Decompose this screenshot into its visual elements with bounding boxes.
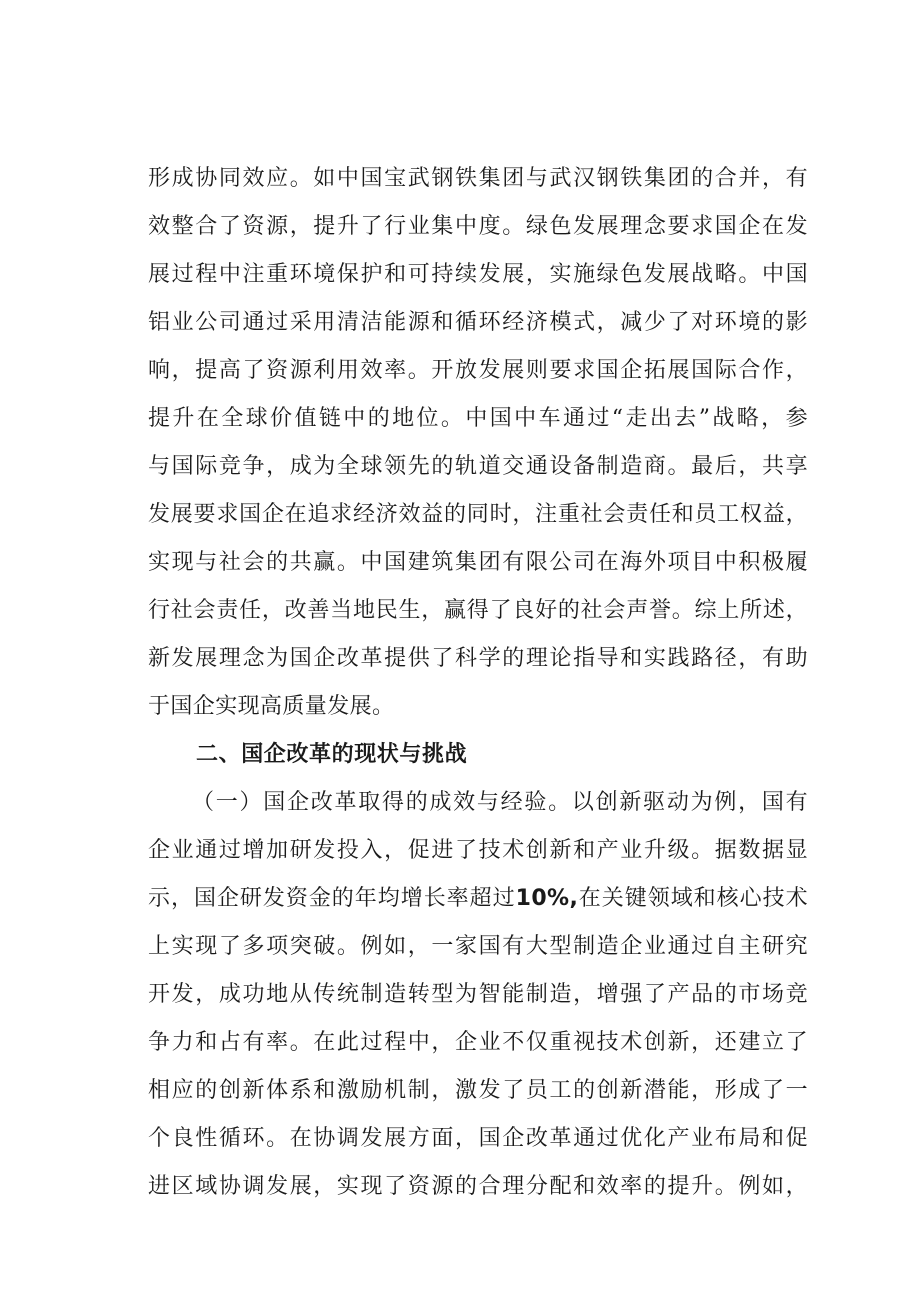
text-line: 行社会责任，改善当地民生，赢得了良好的社会声誉。综上所述， — [148, 598, 808, 623]
text-line: 争力和占有率。在此过程中，企业不仅重视技术创新，还建立了 — [148, 1030, 808, 1055]
text-line: 发展要求国企在追求经济效益的同时，注重社会责任和员工权益， — [148, 502, 808, 527]
text-line: 进区域协调发展，实现了资源的合理分配和效率的提升。例如， — [148, 1174, 808, 1199]
text-line: 于国企实现高质量发展。 — [148, 694, 395, 719]
text-line: 形成协同效应。如中国宝武钢铁集团与武汉钢铁集团的合并，有 — [148, 166, 808, 191]
text-line-with-figure — [148, 875, 808, 923]
text-line: 上实现了多项突破。例如，一家国有大型制造企业通过自主研究 — [148, 934, 808, 959]
text-line: （一）国企改革取得的成效与经验。以创新驱动为例，国有 — [192, 790, 808, 815]
text-line: 效整合了资源，提升了行业集中度。绿色发展理念要求国企在发 — [148, 214, 808, 239]
section-heading: 二、国企改革的现状与挑战 — [196, 742, 468, 767]
text-line: 开发，成功地从传统制造转型为智能制造，增强了产品的市场竞 — [148, 982, 808, 1007]
paragraph-2 — [148, 779, 808, 1211]
paragraph-1 — [148, 155, 808, 731]
text-segment: 在关键领域和核心技术 — [578, 886, 808, 911]
body-text — [148, 155, 808, 1211]
text-line: 实现与社会的共赢。中国建筑集团有限公司在海外项目中积极履 — [148, 550, 808, 575]
text-line: 与国际竞争，成为全球领先的轨道交通设备制造商。最后，共享 — [148, 454, 808, 479]
growth-rate-figure: 10%, — [515, 886, 579, 911]
text-line: 相应的创新体系和激励机制，激发了员工的创新潜能，形成了一 — [148, 1078, 808, 1103]
text-line: 提升在全球价值链中的地位。中国中车通过“走出去”战略，参 — [148, 406, 808, 431]
text-line: 企业通过增加研发投入，促进了技术创新和产业升级。据数据显 — [148, 838, 808, 863]
text-line: 个良性循环。在协调发展方面，国企改革通过优化产业布局和促 — [148, 1126, 808, 1151]
text-line: 响，提高了资源利用效率。开放发展则要求国企拓展国际合作， — [148, 358, 808, 383]
text-segment: 示，国企研发资金的年均增长率超过 — [148, 886, 516, 911]
text-line: 展过程中注重环境保护和可持续发展，实施绿色发展战略。中国 — [148, 262, 808, 287]
text-line: 新发展理念为国企改革提供了科学的理论指导和实践路径，有助 — [148, 646, 808, 671]
text-line: 铝业公司通过采用清洁能源和循环经济模式，减少了对环境的影 — [148, 310, 808, 335]
